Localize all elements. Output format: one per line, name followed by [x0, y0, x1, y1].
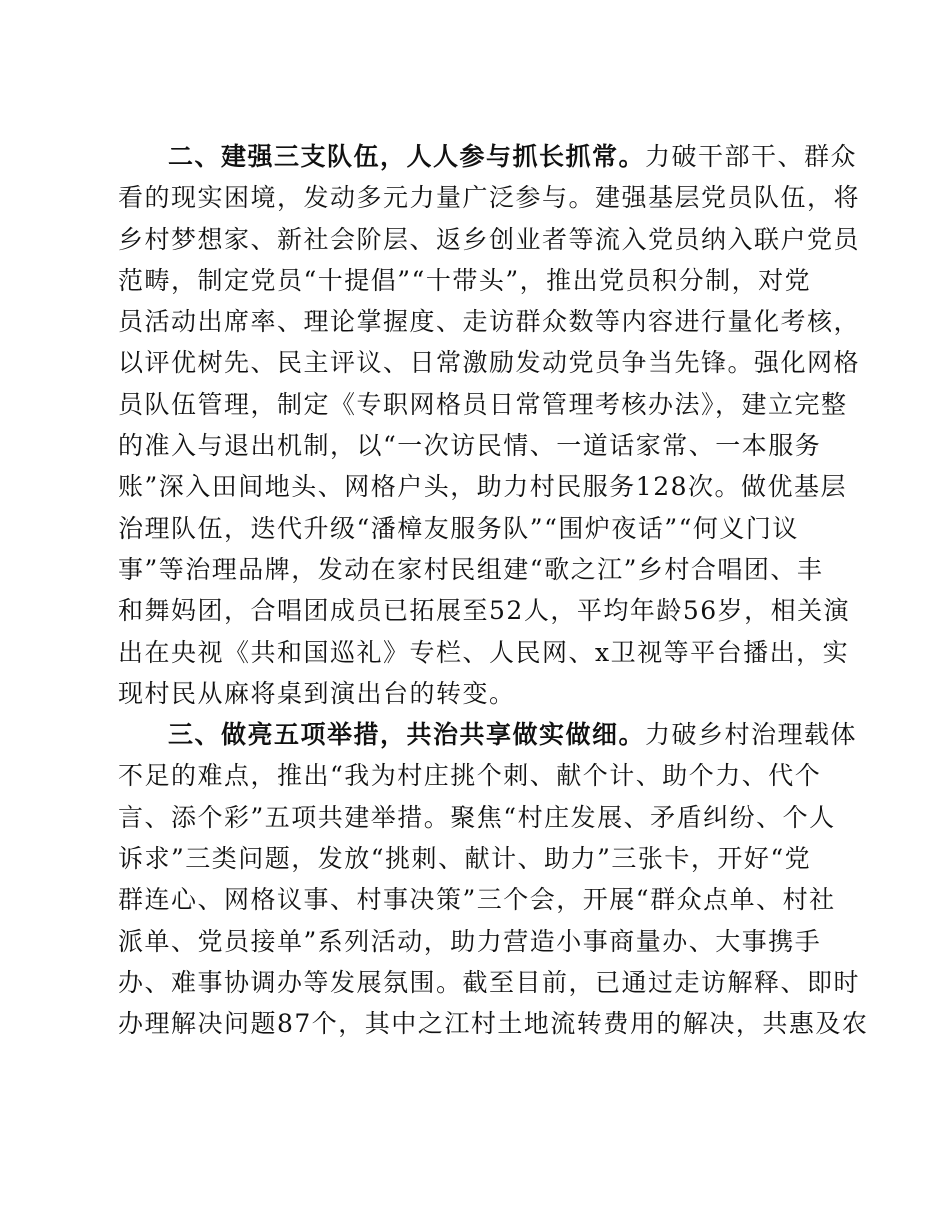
section2-line: 和舞妈团，合唱团成员已拓展至52人，平均年龄56岁，相关演	[118, 596, 851, 626]
section2-line: 员活动出席率、理论掌握度、走访群众数等内容进行量化考核，	[118, 307, 861, 337]
section2-line: 员队伍管理，制定《专职网格员日常管理考核办法》，建立完整	[118, 389, 848, 419]
section3-line: 言、添个彩”五项共建举措。聚焦“村庄发展、矛盾纠纷、个人	[118, 802, 836, 832]
section2-line: 范畴，制定党员“十提倡”“十带头”，推出党员积分制，对党	[118, 265, 812, 295]
section2-line: 看的现实困境，发动多元力量广泛参与。建强基层党员队伍，将	[118, 183, 861, 213]
section3-line: 办、难事协调办等发展氛围。截至目前，已通过走访解释、即时	[118, 967, 861, 997]
section3-line: 不足的难点，推出“我为村庄挑个刺、献个计、助个力、代个	[118, 761, 822, 791]
section2-line1-text: 力破干部干、群众	[645, 142, 858, 171]
section2-first-line	[118, 136, 858, 177]
section2-line: 事”等治理品牌，发动在家村民组建“歌之江”乡村合唱团、丰	[118, 554, 824, 584]
section2-line: 治理队伍，迭代升级“潘樟友服务队”“围炉夜话”“何义门议	[118, 513, 799, 543]
section2-heading: 二、建强三支队伍，人人参与抓长抓常。	[168, 142, 646, 171]
section3-first-line	[118, 714, 858, 755]
section3-heading: 三、做亮五项举措，共治共享做实做细。	[168, 720, 646, 750]
section2-line: 账”深入田间地头、网格户头，助力村民服务128次。做优基层	[118, 472, 848, 502]
section3-line: 派单、党员接单”系列活动，助力营造小事商量办、大事携手	[118, 926, 822, 956]
section3-line: 办理解决问题87个，其中之江村土地流转费用的解决，共惠及农	[118, 1009, 869, 1039]
section3-line: 诉求”三类问题，发放“挑刺、献计、助力”三张卡，开好“党	[118, 844, 812, 874]
section2-line: 的准入与退出机制，以“一次访民情、一道话家常、一本服务	[118, 431, 822, 461]
section2-line: 乡村梦想家、新社会阶层、返乡创业者等流入党员纳入联户党员	[118, 224, 861, 254]
section2-line: 出在央视《共和国巡礼》专栏、人民网、x卫视等平台播出，实	[118, 637, 850, 667]
section2-line: 以评优树先、民主评议、日常激励发动党员争当先锋。强化网格	[118, 348, 861, 378]
section3-line1-text: 力破乡村治理载体	[645, 720, 858, 750]
section3-line: 群连心、网格议事、村事决策”三个会，开展“群众点单、村社	[118, 885, 836, 915]
section2-line: 现村民从麻将桌到演出台的转变。	[118, 678, 516, 708]
document-body	[118, 136, 869, 1045]
